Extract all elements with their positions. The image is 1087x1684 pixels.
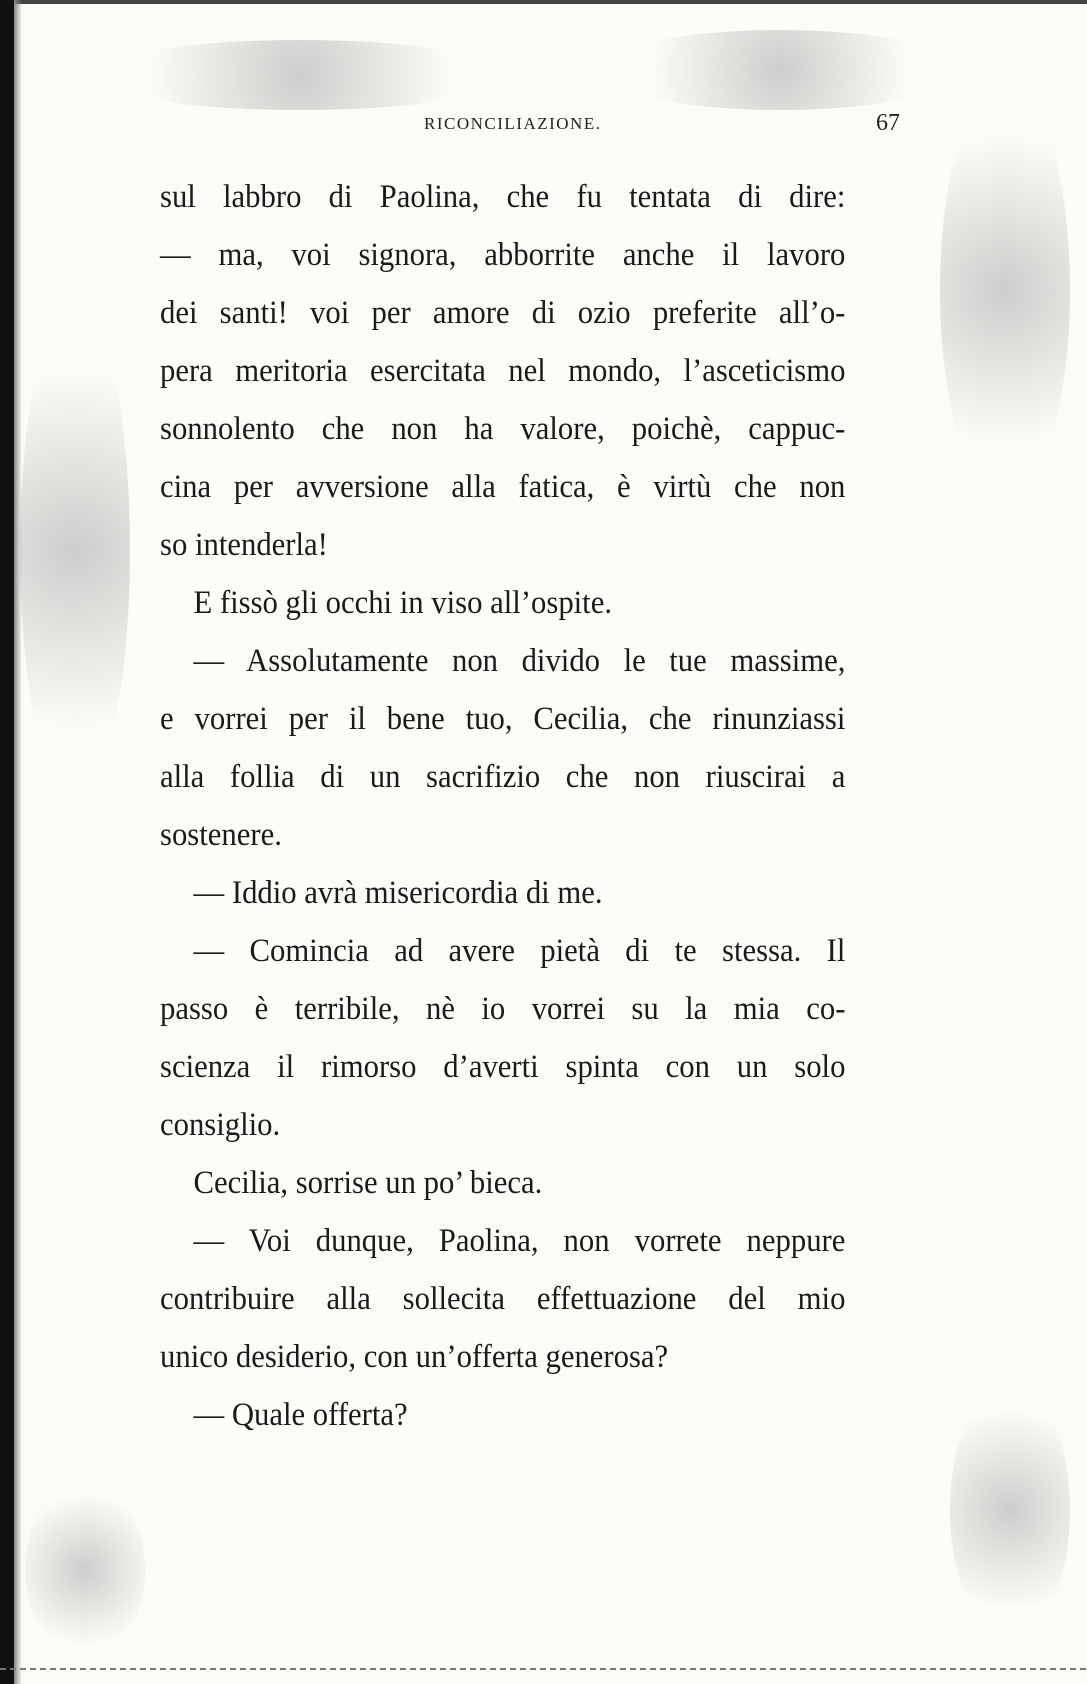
text-line: passo è terribile, nè io vorrei su la mia co- [160,991,846,1027]
text-line: contribuire alla sollecita effettuazione del mio [160,1281,846,1317]
text-line: E fissò gli occhi in viso all’ospite. [193,585,613,621]
page-header [160,110,900,140]
text-line: so intenderla! [160,527,328,563]
spine-shadow [14,0,22,1684]
text-line: scienza il rimorso d’averti spinta con un solo [160,1049,846,1085]
text-line: sostenere. [160,817,282,853]
page-number: 67 [876,110,900,136]
text-line: — Assolutamente non divido le tue massime, [193,643,846,679]
scan-speckle [950,1380,1070,1640]
text-line: Cecilia, sorrise un po’ bieca. [193,1165,543,1201]
page-top-edge [0,0,1087,4]
text-line: dei santi! voi per amore di ozio preferite all’o- [160,295,846,331]
text-line: — Quale offerta? [193,1397,408,1433]
text-line: e vorrei per il bene tuo, Cecilia, che rinunziassi [160,701,846,737]
text-line: — Comincia ad avere pietà di te stessa. Il [193,933,846,969]
scan-speckle [940,80,1070,500]
scan-speckle [90,40,510,110]
text-line: consiglio. [160,1107,281,1143]
text-line: alla follia di un sacrifizio che non riuscirai a [160,759,846,795]
running-head: RICONCILIAZIONE. [424,114,602,133]
text-line: — Iddio avrà misericordia di me. [193,875,603,911]
text-line: unico desiderio, con un’offerta generosa? [160,1339,669,1375]
text-line: — Voi dunque, Paolina, non vorrete neppure [193,1223,846,1259]
text-line: cina per avversione alla fatica, è virtù che non [160,469,846,505]
text-line: — ma, voi signora, abborrite anche il lavoro [160,237,846,273]
page-bottom-edge [0,1668,1087,1670]
body-text [160,168,845,1444]
scan-speckle [600,30,960,110]
scan-speckle [20,300,130,800]
text-line: pera meritoria esercitata nel mondo, l’asceticismo [160,353,846,389]
text-line: sul labbro di Paolina, che fu tentata di dire: [160,179,846,215]
scan-speckle [25,1480,145,1660]
text-line: sonnolento che non ha valore, poichè, cappuc- [160,411,846,447]
binding-spine [0,0,14,1684]
